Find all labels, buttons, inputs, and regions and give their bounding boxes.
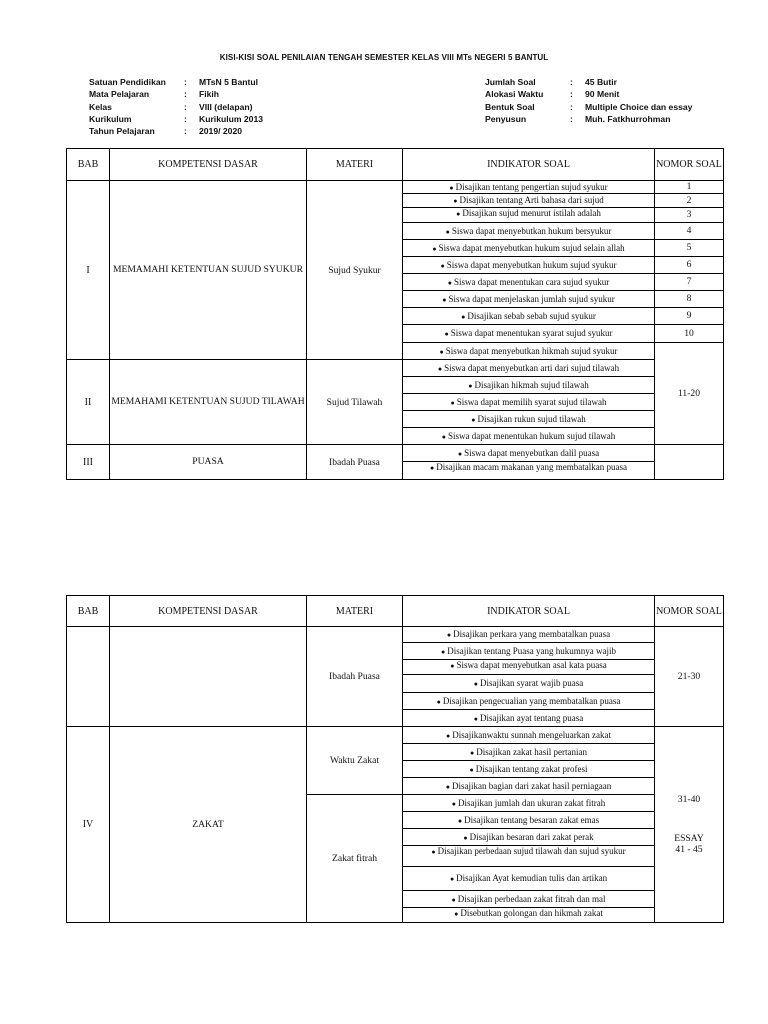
indicator-cell: [403, 761, 655, 778]
header-nomor-soal: NOMOR SOAL: [655, 596, 724, 627]
bullet-icon: ●: [442, 295, 447, 304]
indicator-text: Siswa dapat menyebutkan arti dari sujud tilawah: [444, 362, 620, 373]
indicator-cell: [403, 693, 655, 710]
bullet-icon: ●: [468, 381, 473, 390]
indicator-text: Siswa dapat memilih syarat sujud tilawah: [456, 396, 607, 407]
bullet-icon: ●: [441, 432, 446, 441]
indicator-cell: [403, 643, 655, 660]
indicator-text: Disajikan Ayat kemudian tulis dan artikan: [456, 873, 608, 883]
bullet-icon: ●: [441, 647, 446, 656]
header-kompetensi-dasar: KOMPETENSI DASAR: [110, 149, 307, 181]
meta-value: VIII (delapan): [199, 101, 253, 112]
header-indikator-soal: INDIKATOR SOAL: [403, 596, 655, 627]
bab-cell: I: [67, 181, 110, 360]
indicator-cell: [403, 394, 655, 411]
bullet-icon: ●: [446, 631, 452, 639]
indicator-cell: [403, 291, 655, 308]
header-materi: MATERI: [307, 596, 403, 627]
bullet-icon: ●: [439, 347, 444, 356]
meta-sep: :: [570, 77, 573, 87]
indicator-cell: [403, 411, 655, 428]
indicator-text: Disajikan rukun sujud tilawah: [477, 413, 586, 424]
indicator-text: Siswa dapat menyebutkan asal kata puasa: [456, 660, 607, 670]
indicator-cell: [403, 727, 655, 744]
bullet-icon: ●: [447, 278, 452, 287]
bullet-icon: ●: [449, 875, 455, 883]
indicator-text: Disajikan tentang Puasa yang hukumnya wajib: [447, 645, 616, 656]
indicator-text: Siswa dapat menentukan syarat sujud syukur: [450, 328, 613, 338]
meta-row-alokasi: [485, 88, 692, 100]
indicator-cell: [403, 867, 655, 891]
meta-value: 90 Menit: [585, 89, 620, 100]
indicator-cell: [403, 343, 655, 360]
nomor-cell: 5: [655, 240, 724, 257]
meta-row-tahun: [89, 125, 263, 137]
indicator-cell: [403, 257, 655, 274]
meta-sep: :: [184, 101, 187, 112]
indicator-text: Disajikan ayat tentang puasa: [480, 712, 584, 723]
indicator-text: Disajikan tentang besaran zakat emas: [464, 814, 600, 825]
kompetensi-cell: PUASA: [110, 445, 307, 480]
bullet-icon: ●: [461, 312, 466, 321]
table-header-row: [67, 596, 724, 627]
bullet-icon: ●: [445, 227, 450, 236]
meta-sep: :: [184, 126, 187, 137]
bab-empty-cell: [67, 627, 110, 727]
materi-cell: Ibadah Puasa: [307, 445, 403, 480]
indicator-cell: [403, 710, 655, 727]
bullet-icon: ●: [463, 833, 468, 842]
meta-value: MTsN 5 Bantul: [199, 77, 259, 87]
meta-row-kurikulum: [89, 113, 263, 125]
bab-cell: IV: [67, 727, 110, 923]
kompetensi-cell: ZAKAT: [110, 727, 307, 923]
meta-sep: :: [184, 113, 187, 124]
nomor-cell: 10: [655, 325, 724, 343]
meta-value: 2019/ 2020: [199, 126, 243, 137]
meta-left: [89, 76, 263, 137]
indicator-cell: [403, 445, 655, 462]
meta-label: Kurikulum: [89, 113, 132, 124]
indicator-text: Siswa dapat menentukan hukum sujud tilawah: [448, 430, 616, 441]
header-bab: BAB: [67, 149, 110, 181]
indicator-text: Disajikan pengecualian yang membatalkan puasa: [442, 695, 621, 706]
bullet-icon: ●: [451, 895, 456, 904]
indicator-text: Siswa dapat menyebutkan dalil puasa: [464, 447, 600, 458]
indicator-text: Disajikan perbedaan zakat fitrah dan mal: [457, 893, 606, 904]
bullet-icon: ●: [430, 464, 435, 472]
bullet-icon: ●: [445, 782, 451, 791]
indicator-cell: [403, 744, 655, 761]
indicator-cell: [403, 428, 655, 445]
indicator-text: Disajikan tentang Arti bahasa dari sujud: [459, 195, 604, 205]
meta-row-kelas: [89, 101, 263, 113]
indicator-cell: [403, 627, 655, 643]
indicator-cell: [403, 660, 655, 675]
meta-row-penyusun: [485, 113, 692, 125]
indicator-cell: [403, 208, 655, 223]
materi-cell: Ibadah Puasa: [307, 627, 403, 727]
bullet-icon: ●: [431, 848, 436, 856]
essay-label: ESSAY: [674, 833, 704, 844]
nomor-cell: 6: [655, 257, 724, 274]
bullet-icon: ●: [457, 816, 463, 825]
bullet-icon: ●: [470, 748, 475, 757]
indicator-cell: [403, 223, 655, 240]
table-header-row: [67, 149, 724, 181]
indicator-text: Disajikanwaktu sunnah mengeluarkan zakat: [452, 729, 611, 740]
meta-value: Multiple Choice dan essay: [585, 101, 693, 112]
essay-range: 41 - 45: [675, 844, 703, 855]
nomor-cell: 9: [655, 308, 724, 325]
bab-cell: II: [67, 360, 110, 445]
indicator-text: Disajikan syarat wajib puasa: [480, 678, 584, 688]
meta-label: Satuan Pendidikan: [89, 77, 166, 87]
nomor-cell: 4: [655, 223, 724, 240]
indicator-text: Disajikan sujud menurut istilah adalah: [462, 208, 601, 218]
indicator-text: Disajikan jumlah dan ukuran zakat fitrah: [458, 797, 606, 808]
bullet-icon: ●: [450, 662, 455, 670]
bab-cell: III: [67, 445, 110, 480]
indicator-text: Disajikan tentang pengertian sujud syukur: [455, 181, 608, 192]
bullet-icon: ●: [473, 714, 478, 723]
bullet-icon: ●: [471, 415, 476, 424]
indicator-text: Disajikan sebab sebab sujud syukur: [467, 310, 596, 321]
kisi-table-1: [66, 148, 724, 480]
materi-cell: Waktu Zakat: [307, 727, 403, 795]
indicator-text: Siswa dapat menyebutkan hukum sujud syukur: [446, 259, 617, 270]
table-row: [67, 727, 724, 744]
bullet-icon: ●: [450, 398, 455, 407]
kisi-table-2: [66, 595, 724, 923]
meta-sep: :: [570, 113, 573, 124]
table-row: [67, 445, 724, 462]
indicator-cell: [403, 675, 655, 693]
header-materi: MATERI: [307, 149, 403, 181]
table-row: [67, 181, 724, 194]
nomor-range-31-40: 31-40: [677, 794, 701, 805]
indicator-cell: [403, 308, 655, 325]
meta-value: Muh. Fatkhurrohman: [585, 113, 671, 124]
header-kompetensi-dasar: KOMPETENSI DASAR: [110, 596, 307, 627]
indicator-cell: [403, 795, 655, 812]
indicator-cell: [403, 891, 655, 908]
indicator-text: Disajikan perkara yang membatalkan puasa: [453, 629, 611, 639]
indicator-cell: [403, 360, 655, 377]
indicator-text: Disajikan bagian dari zakat hasil perniagaan: [452, 780, 612, 791]
indicator-cell: [403, 812, 655, 829]
meta-right: [485, 76, 692, 125]
indicator-cell: [403, 778, 655, 795]
bullet-icon: ●: [444, 330, 449, 338]
indicator-cell: [403, 274, 655, 291]
meta-row-jumlah: [485, 76, 692, 88]
meta-sep: :: [570, 101, 573, 112]
indicator-text: Siswa dapat menjelaskan jumlah sujud syukur: [448, 293, 615, 304]
meta-value: 45 Butir: [585, 77, 617, 87]
meta-label: Alokasi Waktu: [485, 89, 544, 100]
meta-row-satuan: [89, 76, 263, 88]
meta-sep: :: [184, 77, 187, 87]
indicator-cell: [403, 181, 655, 194]
indicator-text: Disajikan besaran dari zakat perak: [469, 831, 594, 842]
indicator-cell: [403, 846, 655, 867]
meta-value: Kurikulum 2013: [199, 113, 263, 124]
nomor-cell: 8: [655, 291, 724, 308]
meta-row-bentuk: [485, 101, 692, 113]
header-nomor-soal: NOMOR SOAL: [655, 149, 724, 181]
meta-sep: :: [184, 89, 187, 100]
indicator-text: Siswa dapat menyebutkan hikmah sujud syukur: [445, 345, 618, 356]
indicator-text: Disebutkan golongan dan hikmah zakat: [460, 908, 603, 918]
meta-label: Jumlah Soal: [485, 77, 536, 87]
indicator-text: Siswa dapat menyebutkan hukum bersyukur: [451, 225, 612, 236]
nomor-empty-cell: [655, 445, 724, 480]
indicator-cell: [403, 240, 655, 257]
materi-cell: Sujud Syukur: [307, 181, 403, 360]
bullet-icon: ●: [440, 261, 445, 270]
indicator-text: Disajikan tentang zakat profesi: [475, 763, 588, 774]
meta-label: Mata Pelajaran: [89, 89, 150, 100]
bullet-icon: ●: [457, 449, 463, 458]
table-row: [67, 627, 724, 643]
bullet-icon: ●: [473, 680, 478, 688]
table-row: [67, 360, 724, 377]
indicator-cell: [403, 829, 655, 846]
bullet-icon: ●: [451, 799, 457, 808]
bullet-icon: ●: [456, 210, 461, 218]
kompetensi-cell: MEMAMAHI KETENTUAN SUJUD SYUKUR: [110, 181, 307, 360]
meta-label: Kelas: [89, 101, 112, 112]
meta-sep: :: [570, 89, 573, 100]
header-indikator-soal: INDIKATOR SOAL: [403, 149, 655, 181]
bullet-icon: ●: [432, 244, 437, 253]
nomor-cell: 3: [655, 208, 724, 223]
indicator-text: Disajikan macam makanan yang membatalkan puasa: [436, 462, 627, 472]
indicator-cell: [403, 325, 655, 343]
indicator-cell: [403, 194, 655, 208]
bullet-icon: ●: [436, 697, 441, 706]
bullet-icon: ●: [469, 765, 474, 774]
materi-cell: Sujud Tilawah: [307, 360, 403, 445]
indicator-text: Siswa dapat menyebutkan hukum sujud selain allah: [438, 242, 625, 253]
nomor-cell: 1: [655, 181, 724, 194]
indicator-text: Disajikan hikmah sujud tilawah: [474, 379, 589, 390]
nomor-cell: 2: [655, 194, 724, 208]
kompetensi-empty-cell: [110, 627, 307, 727]
nomor-range-cell: 21-30: [655, 627, 724, 727]
kompetensi-cell: MEMAHAMI KETENTUAN SUJUD TILAWAH: [110, 360, 307, 445]
bullet-icon: ●: [454, 910, 459, 918]
bullet-icon: ●: [453, 197, 458, 205]
meta-label: Penyusun: [485, 113, 527, 124]
meta-label: Bentuk Soal: [485, 101, 535, 112]
meta-label: Tahun Pelajaran: [89, 126, 155, 137]
indicator-text: Siswa dapat menentukan cara sujud syukur: [454, 276, 610, 287]
bullet-icon: ●: [446, 731, 451, 740]
indicator-cell: [403, 377, 655, 394]
bullet-icon: ●: [437, 364, 443, 373]
indicator-text: Disajikan zakat hasil pertanian: [476, 746, 587, 757]
header-bab: BAB: [67, 596, 110, 627]
bullet-icon: ●: [449, 183, 454, 192]
document-title: KISI-KISI SOAL PENILAIAN TENGAH SEMESTER KELAS VIII MTs NEGERI 5 BANTUL: [219, 53, 549, 62]
materi-cell: Zakat fitrah: [307, 795, 403, 923]
indicator-text: Disajikan perbedaan sujud tilawah dan sujud syukur: [437, 846, 626, 856]
nomor-range-cell: 11-20: [655, 343, 724, 445]
nomor-cell: 7: [655, 274, 724, 291]
meta-value: Fikih: [199, 89, 220, 100]
nomor-range-cell: [655, 727, 724, 923]
indicator-cell: [403, 462, 655, 480]
indicator-cell: [403, 908, 655, 923]
meta-row-mapel: [89, 88, 263, 100]
